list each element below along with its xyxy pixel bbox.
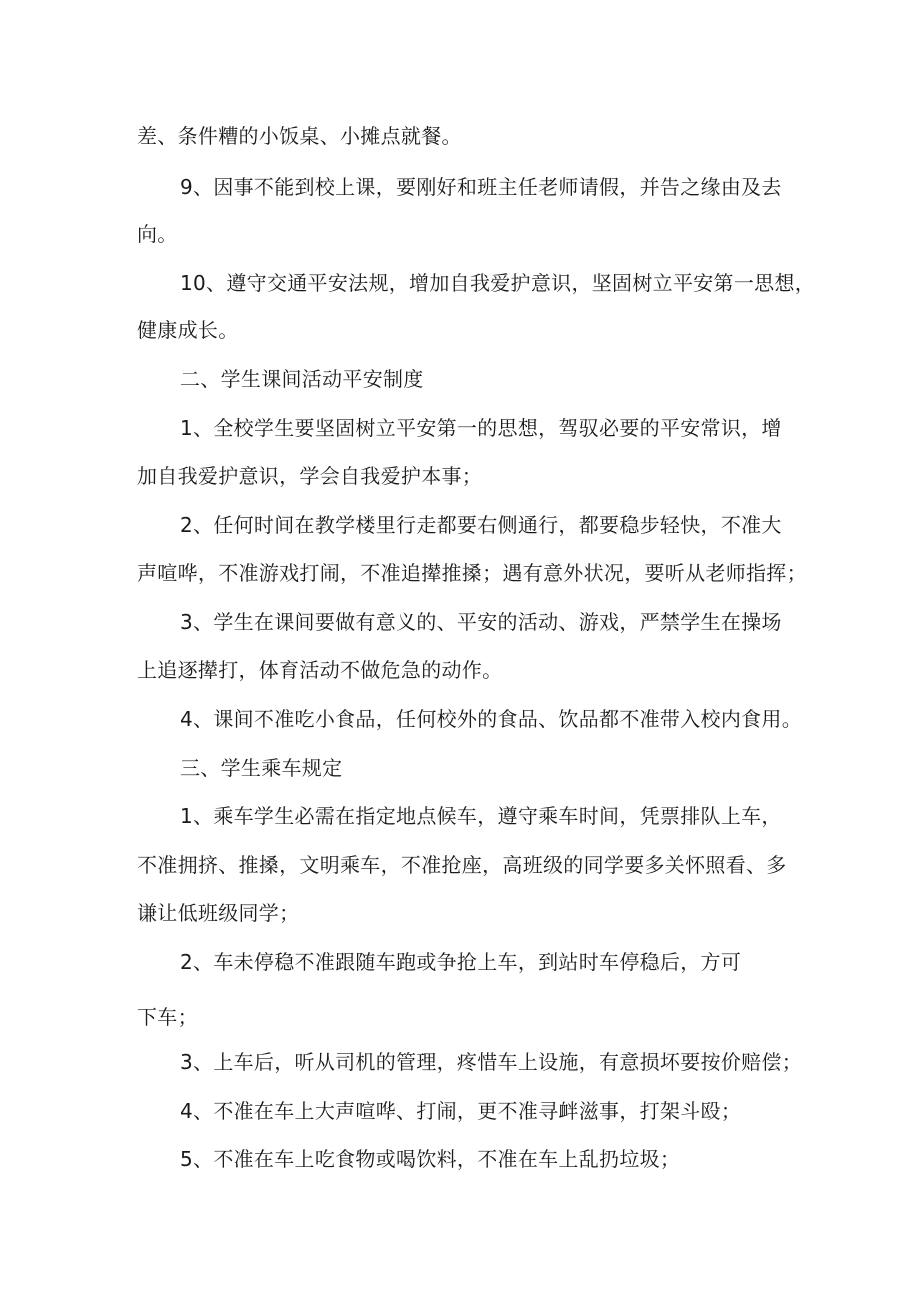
paragraph-line: 谦让低班级同学； <box>137 901 300 925</box>
paragraph-line: 声喧哗，不准游戏打闹，不准追撵推搡；遇有意外状况，要听从老师指挥； <box>137 561 807 585</box>
paragraph-line: 1、全校学生要坚固树立平安第一的思想，驾驭必要的平安常识，增 <box>180 416 782 440</box>
paragraph-line: 3、上车后，听从司机的管理，疼惜车上设施，有意损坏要按价赔偿； <box>180 1050 803 1074</box>
paragraph-line: 3、学生在课间要做有意义的、平安的活动、游戏，严禁学生在操场 <box>180 610 782 634</box>
paragraph-line: 差、条件糟的小饭桌、小摊点就餐。 <box>137 124 462 148</box>
paragraph-line: 下车； <box>137 1005 198 1029</box>
section-heading: 三、学生乘车规定 <box>180 756 343 780</box>
paragraph-line: 2、车未停稳不准跟随车跑或争抢上车，到站时车停稳后，方可 <box>180 950 742 974</box>
paragraph-line: 4、不准在车上大声喧哗、打闹，更不准寻衅滋事，打架斗殴； <box>180 1099 742 1123</box>
paragraph-line: 加自我爱护意识，学会自我爱护本事； <box>137 464 483 488</box>
paragraph-line: 4、课间不准吃小食品，任何校外的食品、饮品都不准带入校内食用。 <box>180 707 803 731</box>
paragraph-line: 1、乘车学生必需在指定地点候车，遵守乘车时间，凭票排队上车， <box>180 804 782 828</box>
paragraph-line: 2、任何时间在教学楼里行走都要右侧通行，都要稳步轻快，不准大 <box>180 513 782 537</box>
section-heading: 二、学生课间活动平安制度 <box>180 367 424 391</box>
paragraph-line: 5、不准在车上吃食物或喝饮料，不准在车上乱扔垃圾； <box>180 1147 681 1171</box>
paragraph-line: 上追逐撵打，体育活动不做危急的动作。 <box>137 658 503 682</box>
paragraph-line: 10、遵守交通平安法规，增加自我爱护意识，坚固树立平安第一思想， <box>180 271 816 295</box>
paragraph-line: 不准拥挤、推搡，文明乘车，不准抢座，高班级的同学要多关怀照看、多 <box>137 853 787 877</box>
paragraph-line: 健康成长。 <box>137 318 239 342</box>
paragraph-line: 9、因事不能到校上课，要刚好和班主任老师请假，并告之缘由及去 <box>180 175 782 199</box>
paragraph-line: 向。 <box>137 222 178 246</box>
